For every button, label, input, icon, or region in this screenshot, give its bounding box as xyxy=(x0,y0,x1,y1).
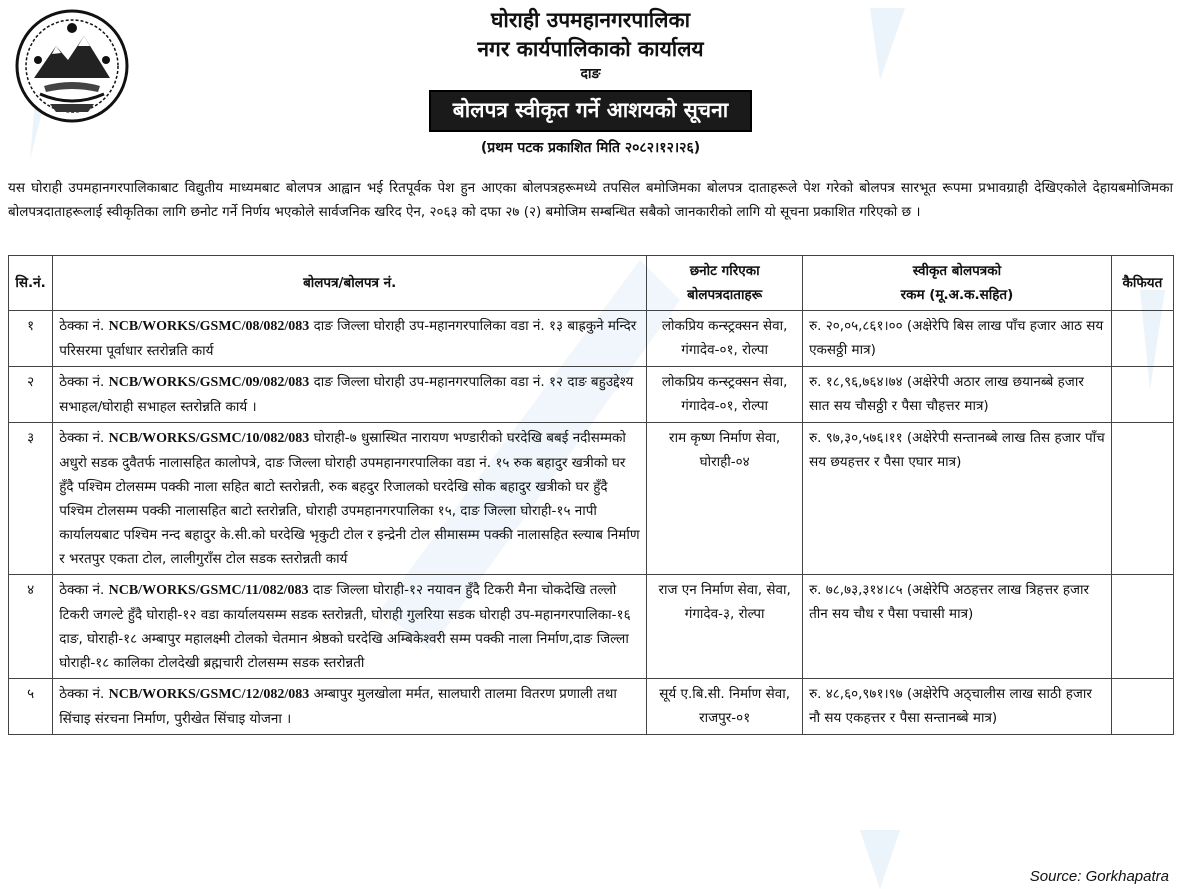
row-work xyxy=(53,679,647,735)
contract-prefix: ठेक्का नं. xyxy=(59,318,105,334)
work-description: दाङ जिल्ला घोराही उप-महानगरपालिका वडा नं. १२ दाङ बहुउद्देश्य सभाहल/घोराही सभाहल स्तरोन्नति कार्य । xyxy=(59,374,634,415)
col-amount-header xyxy=(803,256,1112,311)
bid-acceptance-table xyxy=(8,255,1174,735)
work-description: दाङ जिल्ला घोराही उप-महानगरपालिका वडा नं. १३ बाह्रकुने मन्दिर परिसरमा पूर्वाधार स्तरोन्नति कार्य xyxy=(59,318,637,359)
row-sn: ३ xyxy=(9,423,53,575)
row-work xyxy=(53,575,647,679)
row-sn: ४ xyxy=(9,575,53,679)
work-description: घोराही-७ धुस्रास्थित नारायण भण्डारीको घरदेखि बबई नदीसम्मको अधुरो सडक दुवैतर्फ नालासहित कालोपत्रे, दाङ जिल्ला घोराही उपमहानगरपालिका वडा नं. १५ रुक बहादुर खत्रीको घर हुँदै पश्चिम टोलसम्म पक्की नाला सहित बाटो स्तरोन्नती, रुक बहदुर रिजालको घरदेखि सोक बहादुर खत्रीको घर हुँदै पश्चिम टोलसम्म पक्की नालासहित बाटो स्तरोन्नति, घोराही उपमहानगरपालिका १५, दाङ जिल्ला घोराही-१५ नापी कार्यालयबाट पश्चिम नन्द बहादुर के.सी.को घरदेखि भृकुटी टोल र इन्द्रेनी टोल सीमासम्म पक्की नालासहित स्ल्याब निर्माण र भरतपुर एकता टोल, लालीगुराँस टोल सडक स्तरोन्नती कार्य xyxy=(59,430,640,567)
row-remarks xyxy=(1111,575,1173,679)
row-remarks xyxy=(1111,679,1173,735)
col-sn-header: सि.नं. xyxy=(9,256,53,311)
contract-prefix: ठेक्का नं. xyxy=(59,374,105,390)
col-amount-header-line2: रकम (मू.अ.क.सहित) xyxy=(900,287,1014,303)
row-amount: रु. ४८,६०,९७१।९७ (अक्षेरेपि अठ्चालीस लाख साठी हजार नौ सय एकहत्तर र पैसा सन्तानब्बे मात्र) xyxy=(803,679,1112,735)
table-row xyxy=(9,575,1174,679)
row-remarks xyxy=(1111,367,1173,423)
district-name: दाङ xyxy=(580,66,601,82)
col-bidder-header xyxy=(647,256,803,311)
source-credit: Source: Gorkhapatra xyxy=(1029,868,1169,885)
work-description: दाङ जिल्ला घोराही-१२ नयावन हुँदै टिकरी मैना चोकदेखि तल्लो टिकरी जगल्टे हुँदै घोराही-१२ वडा कार्यालयसम्म सडक स्तरोन्नती, घोराही गुलरिया सडक घोराही उप-महानगरपालिका-१६ दाङ, घोराही-१८ अम्बापुर महालक्ष्मी टोलको चेतमान श्रेष्ठको घरदेखि अम्बिकेश्वरी सम्म पक्की नाला निर्माण,दाङ जिल्ला घोराही-१८ कालिका टोलदेखी ब्रह्मचारी टोलसम्म सडक स्तरोन्नती xyxy=(59,582,631,671)
office-name: नगर कार्यपालिकाको कार्यालय xyxy=(477,37,704,61)
row-bidder: लोकप्रिय कन्स्ट्रक्सन सेवा, गंगादेव-०१, रोल्पा xyxy=(647,311,803,367)
table-row xyxy=(9,311,1174,367)
contract-number: NCB/WORKS/GSMC/12/082/083 xyxy=(108,687,310,702)
row-sn: १ xyxy=(9,311,53,367)
org-name: घोराही उपमहानगरपालिका xyxy=(490,8,691,32)
contract-prefix: ठेक्का नं. xyxy=(59,582,105,598)
intro-paragraph: यस घोराही उपमहानगरपालिकाबाट विद्युतीय माध्यमबाट बोलपत्र आह्वान भई रितपूर्वक पेश हुन आएका बोलपत्रहरूमध्ये तपसिल बमोजिमका बोलपत्र दाताहरूले पेश गरेको बोलपत्र सारभूत रूपमा प्रभावग्राही देखिएकोले देहायबमोजिमका बोलपत्रदाताहरूलाई स्वीकृतिका लागि छनोट गर्ने निर्णय भएकोले सार्वजनिक खरिद ऐन, २०६३ को दफा २७ (२) बमोजिम सम्बन्धित सबैको जानकारीको लागि यो सूचना प्रकाशित गरिएको छ । xyxy=(8,180,1173,220)
table-row xyxy=(9,679,1174,735)
contract-prefix: ठेक्का नं. xyxy=(59,430,105,446)
contract-number: NCB/WORKS/GSMC/08/082/083 xyxy=(108,319,310,334)
row-remarks xyxy=(1111,423,1173,575)
col-bidder-header-line2: बोलपत्रदाताहरू xyxy=(687,287,763,303)
row-sn: २ xyxy=(9,367,53,423)
col-amount-header-line1: स्वीकृत बोलपत्रको xyxy=(912,263,1002,279)
row-work xyxy=(53,423,647,575)
row-bidder: राम कृष्ण निर्माण सेवा, घोराही-०४ xyxy=(647,423,803,575)
table-row xyxy=(9,423,1174,575)
table-row xyxy=(9,367,1174,423)
col-work-header: बोलपत्र/बोलपत्र नं. xyxy=(53,256,647,311)
contract-number: NCB/WORKS/GSMC/09/082/083 xyxy=(108,375,310,390)
row-remarks xyxy=(1111,311,1173,367)
publication-date: (प्रथम पटक प्रकाशित मिति २०८२।१२।२६) xyxy=(480,140,701,156)
row-sn: ५ xyxy=(9,679,53,735)
col-remarks-header: कैफियत xyxy=(1111,256,1173,311)
row-work xyxy=(53,367,647,423)
work-description: अम्बापुर मुलखोला मर्मत, सालघारी तालमा वितरण प्रणाली तथा सिंचाइ संरचना निर्माण, पुरीखेत सिंचाइ योजना । xyxy=(59,686,617,727)
row-amount: रु. २०,०५,८६१।०० (अक्षेरेपि बिस लाख पाँच हजार आठ सय एकसठ्ठी मात्र) xyxy=(803,311,1112,367)
contract-prefix: ठेक्का नं. xyxy=(59,686,105,702)
row-bidder: राज एन निर्माण सेवा, सेवा, गंगादेव-३, रोल्पा xyxy=(647,575,803,679)
row-bidder: लोकप्रिय कन्स्ट्रक्सन सेवा, गंगादेव-०१, रोल्पा xyxy=(647,367,803,423)
row-amount: रु. ९७,३०,५७६।११ (अक्षेरेपी सन्तानब्बे लाख तिस हजार पाँच सय छयहत्तर र पैसा एघार मात्र) xyxy=(803,423,1112,575)
notice-title: बोलपत्र स्वीकृत गर्ने आशयको सूचना xyxy=(429,90,752,132)
contract-number: NCB/WORKS/GSMC/11/082/083 xyxy=(108,583,309,598)
row-amount: रु. ७८,७३,३१४।८५ (अक्षेरेपि अठहत्तर लाख त्रिहत्तर हजार तीन सय चौध र पैसा पचासी मात्र) xyxy=(803,575,1112,679)
row-work xyxy=(53,311,647,367)
col-bidder-header-line1: छनोट गरिएका xyxy=(689,263,760,279)
row-amount: रु. १८,९६,७६४।७४ (अक्षेरेपी अठार लाख छयानब्बे हजार सात सय चौसठ्ठी र पैसा चौहत्तर मात्र) xyxy=(803,367,1112,423)
contract-number: NCB/WORKS/GSMC/10/082/083 xyxy=(108,431,310,446)
row-bidder: सूर्य ए.बि.सी. निर्माण सेवा, राजपुर-०१ xyxy=(647,679,803,735)
table-header-row xyxy=(9,256,1174,311)
notice-header xyxy=(0,6,1181,157)
